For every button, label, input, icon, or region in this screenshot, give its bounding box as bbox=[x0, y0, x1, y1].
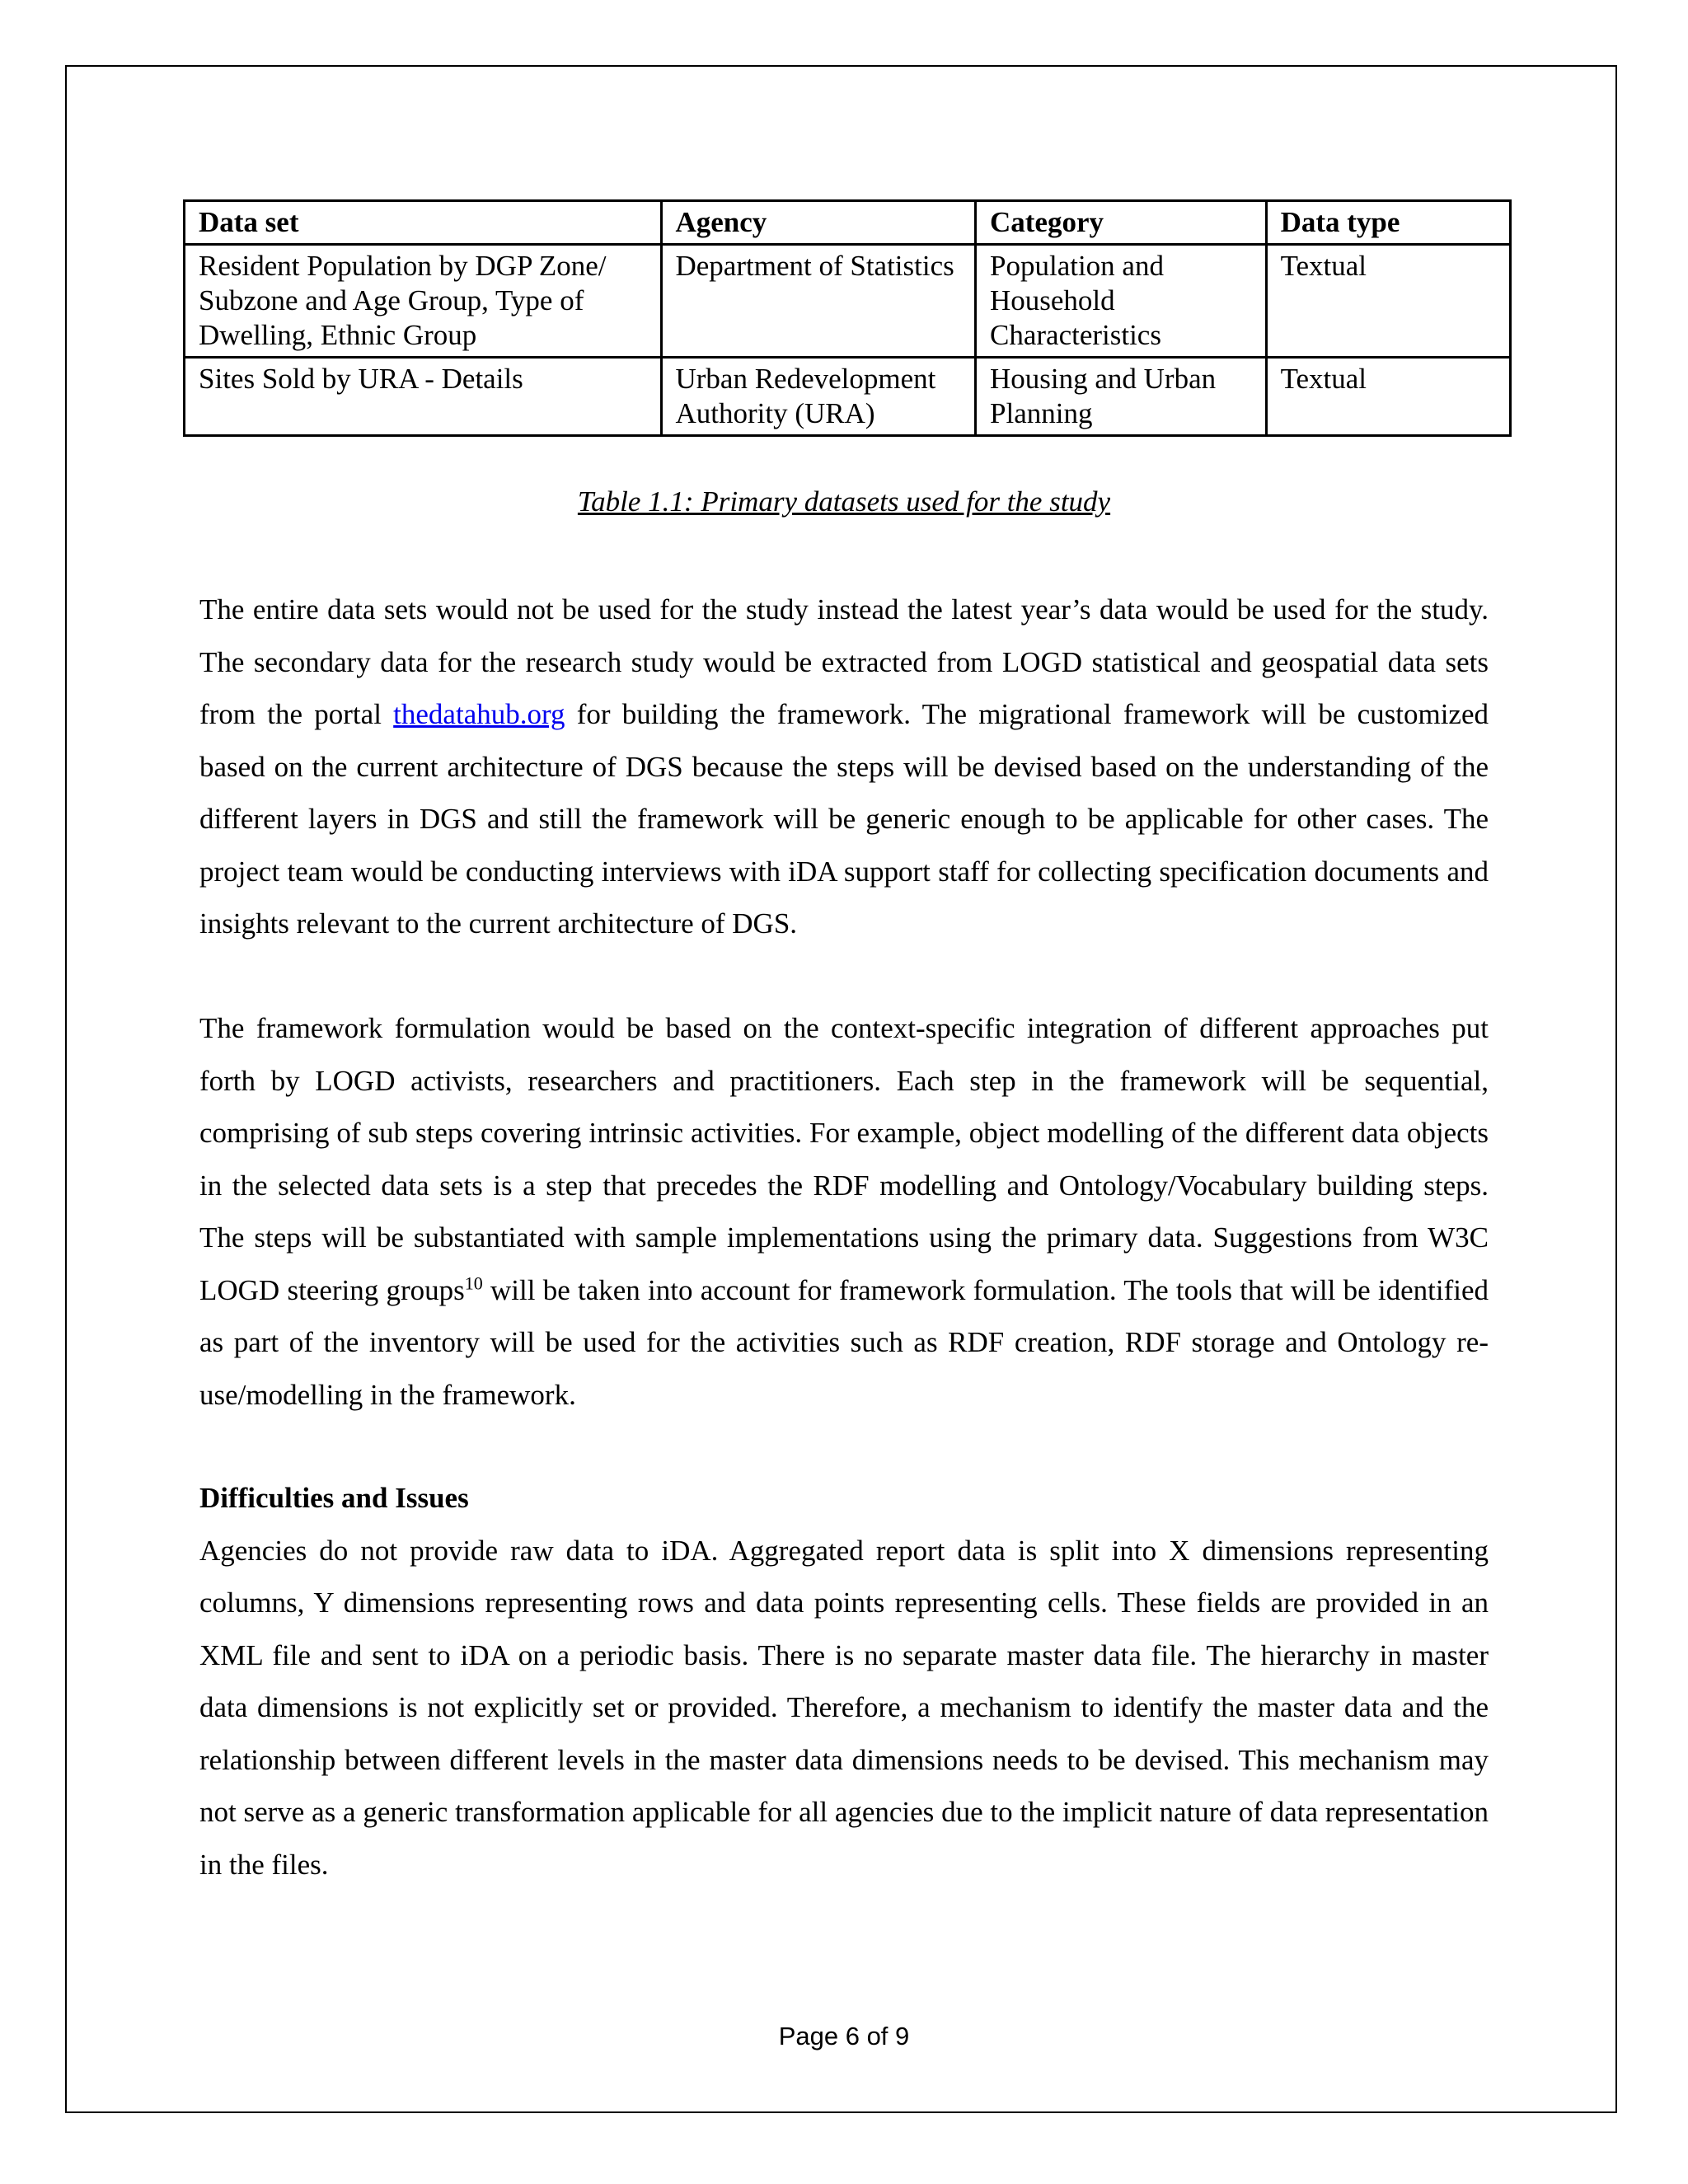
cell-category: Housing and Urban Planning bbox=[976, 358, 1267, 436]
section-heading: Difficulties and Issues bbox=[199, 1482, 469, 1514]
paragraph-difficulties: Agencies do not provide raw data to iDA. Aggregated report data is split into X dimensions representing columns, Y dimensions representing rows and data points representing cells. These fields are provided in an XML file and sent to iDA on a periodic basis. There is no separate master data file. The hierarchy in master data dimensions is not explicitly set or provided. Therefore, a mechanism to identify the master data and the relationship between different levels in the master data dimensions needs to be devised. This mechanism may not serve as a generic transformation applicable for all agencies due to the implicit nature of data representation in the files. bbox=[199, 1534, 1489, 1881]
paragraph-data-sources bbox=[199, 583, 1489, 950]
cell-data-type: Textual bbox=[1266, 358, 1510, 436]
cell-data-type: Textual bbox=[1266, 245, 1510, 358]
paragraph-framework-formulation bbox=[199, 1002, 1489, 1421]
thedatahub-link[interactable]: thedatahub.org bbox=[393, 698, 565, 730]
table-row bbox=[185, 358, 1511, 436]
page-number: Page 6 of 9 bbox=[778, 2022, 910, 2050]
paragraph-text: The entire data sets would not be used for the study instead the latest year’s data would be used for the study. The secondary data for the research study would be extracted from LOGD statistical and geospatial data sets from the portal bbox=[199, 593, 1489, 730]
cell-dataset: Sites Sold by URA - Details bbox=[185, 358, 662, 436]
cell-dataset: Resident Population by DGP Zone/ Subzone and Age Group, Type of Dwelling, Ethnic Group bbox=[185, 245, 662, 358]
table-header-row bbox=[185, 201, 1511, 245]
section-difficulties bbox=[199, 1472, 1489, 1891]
paragraph-text: The framework formulation would be based on the context-specific integration of different approaches put forth by LOGD activists, researchers and practitioners. Each step in the framework will be sequential, comprising of sub steps covering intrinsic activities. For example, object modelling of the different data objects in the selected data sets is a step that precedes the RDF modelling and Ontology/Vocabulary building steps. The steps will be substantiated with sample implementations using the primary data. Suggestions from W3C LOGD steering groups bbox=[199, 1012, 1489, 1306]
paragraph-text: for building the framework. The migrational framework will be customized based on the current architecture of DGS because the steps will be devised based on the understanding of the different layers in DGS and still the framework will be generic enough to be applicable for other cases. The project team would be conducting interviews with iDA support staff for collecting specification documents and insights relevant to the current architecture of DGS. bbox=[199, 698, 1489, 940]
cell-agency: Department of Statistics bbox=[661, 245, 976, 358]
cell-category: Population and Household Characteristics bbox=[976, 245, 1267, 358]
header-category: Category bbox=[976, 201, 1267, 245]
cell-agency: Urban Redevelopment Authority (URA) bbox=[661, 358, 976, 436]
paragraph-text: will be taken into account for framework formulation. The tools that will be identified as part of the inventory will be used for the activities such as RDF creation, RDF storage and Ontology re-use/modelling in the framework. bbox=[199, 1273, 1489, 1411]
header-data-set: Data set bbox=[185, 201, 662, 245]
table-row bbox=[185, 245, 1511, 358]
header-agency: Agency bbox=[661, 201, 976, 245]
footnote-reference: 10 bbox=[464, 1272, 483, 1293]
datasets-table bbox=[183, 199, 1512, 437]
table-caption: Table 1.1: Primary datasets used for the study bbox=[577, 485, 1111, 518]
header-data-type: Data type bbox=[1266, 201, 1510, 245]
